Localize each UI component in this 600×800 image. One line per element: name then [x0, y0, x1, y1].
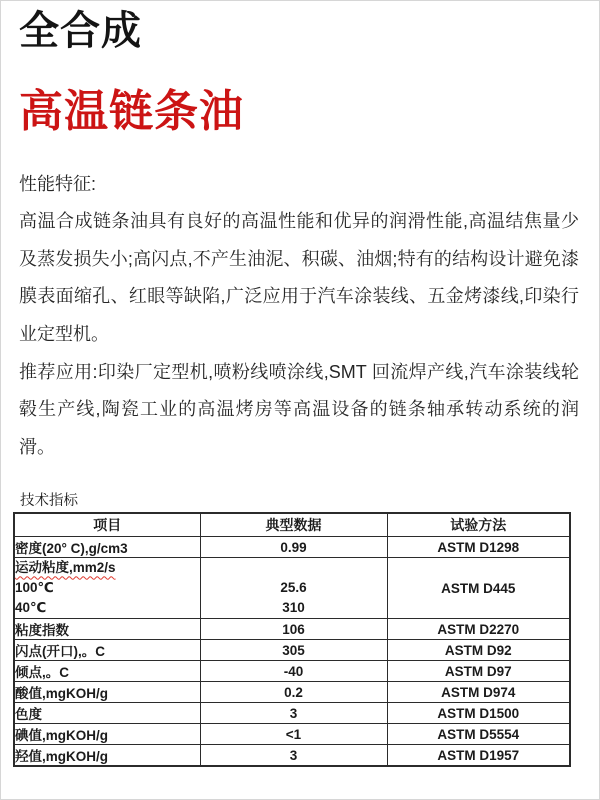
spec-method: ASTM D445 — [387, 558, 570, 619]
spec-value: 106 — [200, 619, 387, 640]
spec-item: 粘度指数 — [14, 619, 200, 640]
spec-row-flash-point — [14, 640, 570, 661]
specs-header-row — [14, 513, 570, 537]
spec-value: 305 — [200, 640, 387, 661]
header-item: 项目 — [14, 513, 200, 537]
header-typical-value: 典型数据 — [200, 513, 387, 537]
spec-row-viscosity — [14, 558, 570, 619]
spec-row-pour-point — [14, 661, 570, 682]
spec-row-color — [14, 703, 570, 724]
spec-item: 酸值,mgKOH/g — [15, 686, 108, 702]
product-name-title: 高温链条油 — [19, 87, 244, 136]
spec-item: 倾点,。C — [14, 661, 200, 682]
spec-value-blank — [201, 558, 387, 578]
performance-heading: 性能特征: — [19, 173, 97, 194]
spec-item: 碘值,mgKOH/g — [15, 728, 108, 744]
specs-caption: 技术指标 — [20, 493, 78, 510]
spec-row-hydroxyl-value — [14, 745, 570, 767]
spec-value-100c: 25.6 — [280, 580, 307, 596]
spec-row-viscosity-index — [14, 619, 570, 640]
spec-item-40c: 40℃ — [15, 600, 47, 616]
spec-method: ASTM D97 — [387, 661, 570, 682]
spec-value: 3 — [200, 703, 387, 724]
spec-value-40c: 310 — [282, 600, 305, 616]
spec-method: ASTM D2270 — [387, 619, 570, 640]
spec-value: -40 — [200, 661, 387, 682]
spec-row-density — [14, 537, 570, 558]
spec-value: 0.99 — [200, 537, 387, 558]
applications-paragraph: 推荐应用:印染厂定型机,喷粉线喷涂线,SMT 回流焊产线,汽车涂装线轮毂生产线,陶瓷工业的高温烤房等高温设备的链条轴承转动系统的润滑。 — [19, 361, 579, 457]
spec-row-acid-value — [14, 682, 570, 703]
spec-item: 闪点(开口),。C — [14, 640, 200, 661]
spec-method: ASTM D1298 — [387, 537, 570, 558]
header-test-method: 试验方法 — [387, 513, 570, 537]
description-block — [19, 166, 579, 467]
product-category-title: 全合成 — [19, 9, 142, 53]
spec-item-100c: 100℃ — [15, 580, 54, 596]
spec-item: 密度(20° C),g/cm3 — [15, 541, 128, 557]
spec-value: 3 — [200, 745, 387, 767]
specs-table — [13, 512, 571, 767]
spec-value: 0.2 — [200, 682, 387, 703]
spec-item: 运动粘度,mm2/s — [15, 560, 116, 576]
spec-row-iodine-value — [14, 724, 570, 745]
spec-method: ASTM D5554 — [387, 724, 570, 745]
spec-value: <1 — [200, 724, 387, 745]
spec-method: ASTM D974 — [387, 682, 570, 703]
spec-method: ASTM D92 — [387, 640, 570, 661]
spec-item: 色度 — [14, 703, 200, 724]
spec-method: ASTM D1500 — [387, 703, 570, 724]
spec-method: ASTM D1957 — [387, 745, 570, 767]
performance-paragraph: 高温合成链条油具有良好的高温性能和优异的润滑性能,高温结焦量少及蒸发损失小;高闪点,不产生油泥、积碳、油烟;特有的结构设计避免漆膜表面缩孔、红眼等缺陷,广泛应用于汽车涂装线、五金烤漆线,印染行业定型机。 — [19, 211, 579, 344]
spec-item: 羟值,mgKOH/g — [15, 749, 108, 765]
